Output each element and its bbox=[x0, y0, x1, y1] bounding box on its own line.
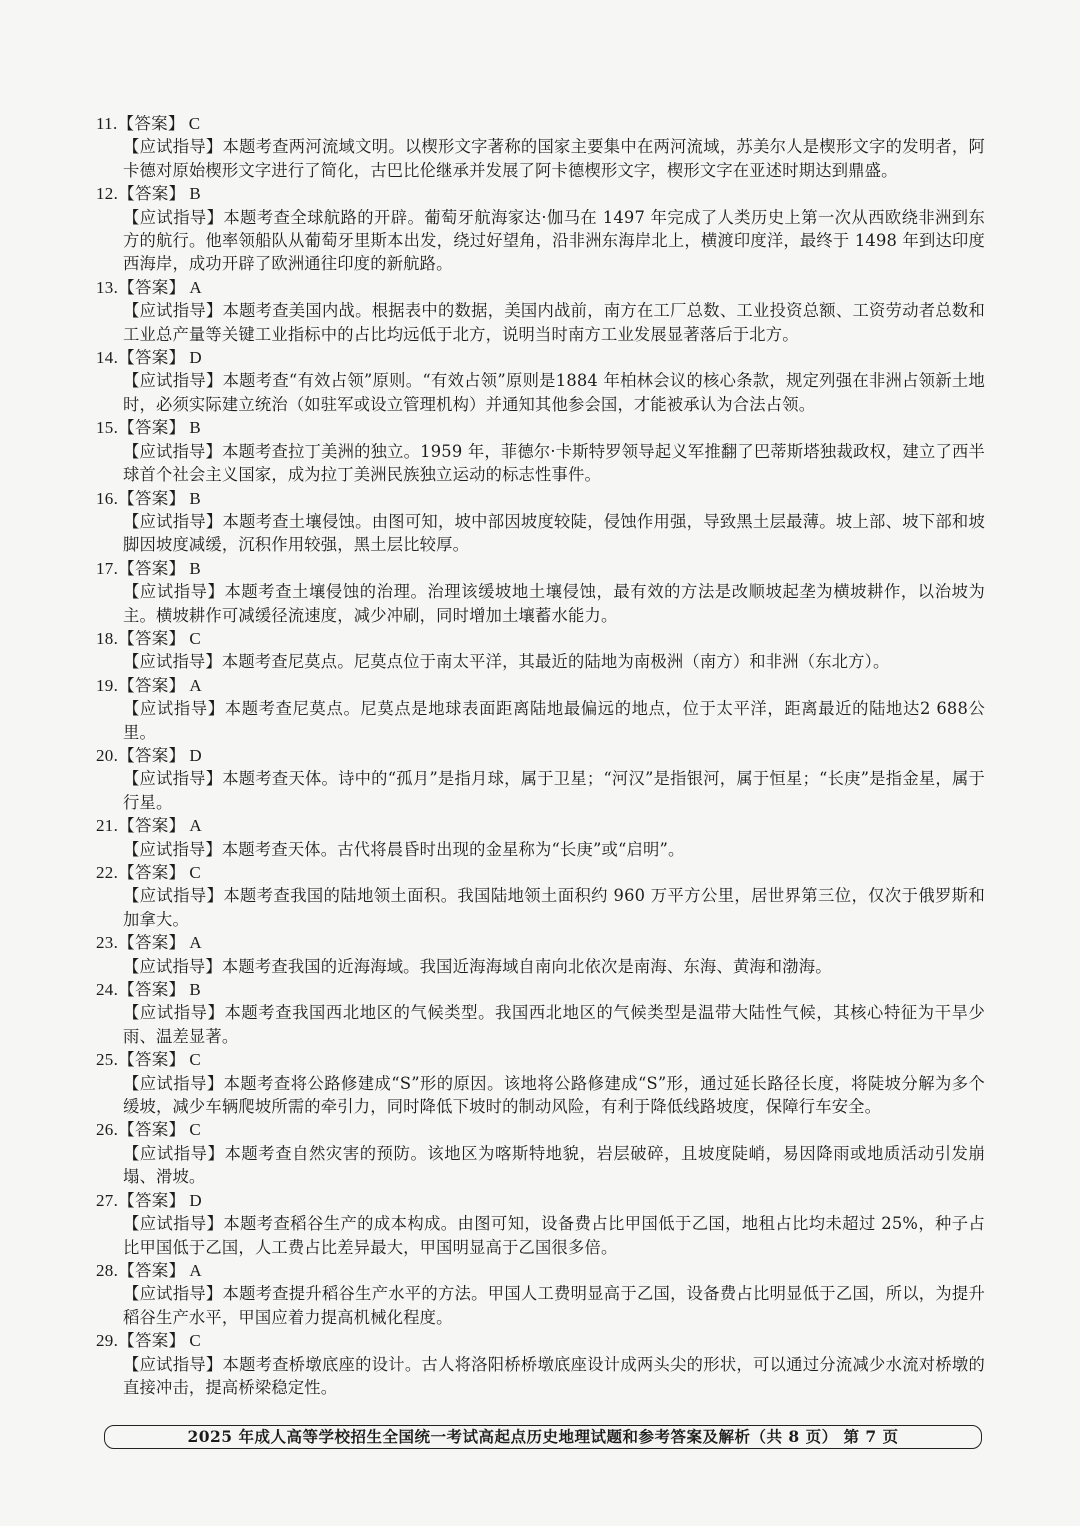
answer-tag: 【答案】 bbox=[118, 1331, 186, 1351]
answer-line bbox=[96, 1259, 985, 1282]
answer-line bbox=[96, 744, 985, 767]
answer-option: B bbox=[189, 980, 201, 1000]
guide-tag: 【应试指导】 bbox=[123, 1214, 224, 1234]
exam-guide bbox=[96, 135, 985, 182]
guide-tag: 【应试指导】 bbox=[123, 699, 225, 719]
question-number: 27. bbox=[96, 1190, 119, 1210]
answer-tag: 【答案】 bbox=[117, 114, 185, 133]
answer-option: B bbox=[189, 488, 201, 508]
page-footer: 2025 年成人高等学校招生全国统一考试高起点历史地理试题和参考答案及解析（共 8 页） 第 7 页 bbox=[104, 1425, 982, 1449]
guide-tag: 【应试指导】 bbox=[123, 137, 223, 157]
answer-line bbox=[96, 112, 985, 135]
exam-guide bbox=[96, 440, 985, 487]
guide-text: 本题考查土壤侵蚀的治理。治理该缓坡地土壤侵蚀，最有效的方法是改顺坡起垄为横坡耕作，以治坡为主。横坡耕作可减缓径流速度，减少冲刷，同时增加土壤蓄水能力。 bbox=[123, 582, 985, 625]
guide-tag: 【应试指导】 bbox=[123, 652, 222, 672]
answer-item bbox=[96, 487, 985, 557]
answer-tag: 【答案】 bbox=[118, 1190, 186, 1210]
answer-option: C bbox=[189, 1331, 201, 1351]
answer-tag: 【答案】 bbox=[118, 933, 186, 953]
question-number: 21. bbox=[96, 816, 119, 836]
answer-option: C bbox=[189, 628, 201, 648]
guide-text: 本题考查天体。诗中的“孤月”是指月球，属于卫星；“河汉”是指银河，属于恒星；“长庚”是指金星，属于行星。 bbox=[123, 769, 985, 812]
guide-text: 本题考查美国内战。根据表中的数据，美国内战前，南方在工厂总数、工业投资总额、工资劳动者总数和工业总产量等关键工业指标中的占比均远低于北方，说明当时南方工业发展显著落后于北方。 bbox=[123, 301, 985, 344]
answer-line bbox=[96, 674, 985, 697]
answer-line bbox=[96, 814, 985, 837]
answer-option: A bbox=[189, 277, 202, 297]
answer-tag: 【答案】 bbox=[118, 675, 186, 695]
question-number: 22. bbox=[96, 863, 119, 882]
question-number: 14. bbox=[96, 348, 119, 368]
question-number: 17. bbox=[96, 558, 119, 578]
answer-line bbox=[96, 276, 985, 299]
exam-guide bbox=[96, 206, 985, 276]
answer-option: A bbox=[189, 816, 202, 836]
exam-guide bbox=[96, 510, 985, 557]
guide-text: 本题考查我国的近海海域。我国近海海域自南向北依次是南海、东海、黄海和渤海。 bbox=[221, 956, 832, 976]
guide-text: 本题考查天体。古代将晨昏时出现的金星称为“长庚”或“启明”。 bbox=[221, 839, 685, 859]
answer-line bbox=[96, 416, 985, 439]
answer-line bbox=[96, 861, 985, 884]
answer-item bbox=[96, 861, 985, 931]
answer-option: C bbox=[189, 863, 201, 882]
answer-option: D bbox=[189, 348, 202, 368]
answer-option: A bbox=[189, 675, 202, 695]
exam-guide bbox=[96, 1142, 985, 1189]
answer-option: D bbox=[189, 1190, 202, 1210]
question-number: 24. bbox=[96, 980, 119, 1000]
guide-tag: 【应试指导】 bbox=[123, 839, 222, 859]
question-number: 15. bbox=[96, 418, 119, 438]
guide-tag: 【应试指导】 bbox=[123, 1073, 224, 1093]
answer-item bbox=[96, 1259, 985, 1329]
guide-text: 本题考查我国的陆地领土面积。我国陆地领土面积约 960 万平方公里，居世界第三位，仅次于俄罗斯和加拿大。 bbox=[123, 886, 985, 929]
guide-text: 本题考查尼莫点。尼莫点位于南太平洋，其最近的陆地为南极洲（南方）和非洲（东北方）。 bbox=[221, 652, 890, 672]
answer-option: B bbox=[189, 184, 201, 204]
guide-tag: 【应试指导】 bbox=[123, 441, 223, 461]
exam-guide bbox=[96, 580, 985, 627]
guide-tag: 【应试指导】 bbox=[123, 769, 223, 789]
answer-option: B bbox=[189, 418, 201, 438]
exam-guide bbox=[96, 884, 985, 931]
guide-tag: 【应试指导】 bbox=[123, 956, 222, 976]
answer-tag: 【答案】 bbox=[118, 558, 186, 578]
answer-line bbox=[96, 1118, 985, 1141]
answer-tag: 【答案】 bbox=[118, 1050, 186, 1070]
question-number: 18. bbox=[96, 628, 119, 648]
question-number: 20. bbox=[96, 745, 119, 765]
answer-line bbox=[96, 931, 985, 954]
answer-item bbox=[96, 276, 985, 346]
exam-guide bbox=[96, 650, 985, 673]
answer-line bbox=[96, 1048, 985, 1071]
answer-option: C bbox=[189, 1050, 201, 1070]
exam-guide bbox=[96, 838, 985, 861]
guide-tag: 【应试指导】 bbox=[123, 371, 223, 391]
answer-list bbox=[96, 112, 985, 1399]
answer-option: A bbox=[189, 933, 202, 953]
guide-text: 本题考查将公路修建成“S”形的原因。该地将公路修建成“S”形，通过延长路径长度，将陡坡分解为多个缓坡，减少车辆爬坡所需的牵引力，同时降低下坡时的制动风险，有利于降低线路坡度，保障行车安全。 bbox=[123, 1073, 985, 1117]
question-number: 16. bbox=[96, 488, 119, 508]
answer-option: C bbox=[189, 1120, 201, 1140]
exam-guide bbox=[96, 955, 985, 978]
guide-tag: 【应试指导】 bbox=[123, 1354, 223, 1374]
answer-line bbox=[96, 627, 985, 650]
question-number: 28. bbox=[96, 1260, 119, 1280]
answer-item bbox=[96, 674, 985, 744]
guide-tag: 【应试指导】 bbox=[123, 1284, 223, 1304]
answer-tag: 【答案】 bbox=[118, 348, 186, 368]
answer-item bbox=[96, 1329, 985, 1399]
answer-tag: 【答案】 bbox=[118, 418, 186, 438]
answer-item bbox=[96, 112, 985, 182]
answer-item bbox=[96, 346, 985, 416]
answer-line bbox=[96, 487, 985, 510]
exam-guide bbox=[96, 767, 985, 814]
exam-guide bbox=[96, 369, 985, 416]
guide-tag: 【应试指导】 bbox=[123, 301, 223, 321]
exam-guide bbox=[96, 697, 985, 744]
answer-item bbox=[96, 814, 985, 861]
answer-option: B bbox=[189, 558, 201, 578]
answer-item bbox=[96, 627, 985, 674]
answer-tag: 【答案】 bbox=[118, 184, 186, 204]
guide-tag: 【应试指导】 bbox=[123, 207, 224, 227]
exam-guide bbox=[96, 1072, 985, 1119]
exam-guide bbox=[96, 299, 985, 346]
answer-tag: 【答案】 bbox=[118, 488, 186, 508]
answer-line bbox=[96, 1329, 985, 1352]
exam-guide bbox=[96, 1353, 985, 1400]
answer-item bbox=[96, 978, 985, 1048]
guide-tag: 【应试指导】 bbox=[123, 1003, 225, 1023]
answer-option: C bbox=[188, 114, 201, 133]
question-number: 11. bbox=[96, 114, 118, 133]
guide-text: 本题考查尼莫点。尼莫点是地球表面距离陆地最偏远的地点，位于太平洋，距离最近的陆地达2 688公里。 bbox=[123, 699, 986, 742]
answer-tag: 【答案】 bbox=[118, 745, 186, 765]
guide-tag: 【应试指导】 bbox=[123, 511, 223, 531]
answer-line bbox=[96, 557, 985, 580]
question-number: 23. bbox=[96, 933, 119, 953]
exam-guide bbox=[96, 1001, 985, 1048]
question-number: 26. bbox=[96, 1120, 119, 1140]
guide-text: 本题考查拉丁美洲的独立。1959 年，菲德尔·卡斯特罗领导起义军推翻了巴蒂斯塔独裁政权，建立了西半球首个社会主义国家，成为拉丁美洲民族独立运动的标志性事件。 bbox=[123, 441, 985, 485]
answer-item bbox=[96, 744, 985, 814]
question-number: 19. bbox=[96, 675, 119, 695]
answer-item bbox=[96, 182, 985, 276]
answer-tag: 【答案】 bbox=[118, 1260, 186, 1280]
answer-line bbox=[96, 346, 985, 369]
guide-text: 本题考查桥墩底座的设计。古人将洛阳桥桥墩底座设计成两头尖的形状，可以通过分流减少水流对桥墩的直接冲击，提高桥梁稳定性。 bbox=[123, 1354, 985, 1397]
guide-text: 本题考查稻谷生产的成本构成。由图可知，设备费占比甲国低于乙国，地租占比均未超过 25%，种子占比甲国低于乙国，人工费占比差异最大，甲国明显高于乙国很多倍。 bbox=[123, 1214, 985, 1257]
guide-text: 本题考查我国西北地区的气候类型。我国西北地区的气候类型是温带大陆性气候，其核心特征为干旱少雨、温差显著。 bbox=[123, 1003, 985, 1046]
answer-item bbox=[96, 416, 985, 486]
guide-tag: 【应试指导】 bbox=[123, 582, 225, 602]
question-number: 13. bbox=[96, 277, 119, 297]
answer-tag: 【答案】 bbox=[118, 816, 186, 836]
answer-tag: 【答案】 bbox=[118, 980, 186, 1000]
guide-text: 本题考查两河流域文明。以楔形文字著称的国家主要集中在两河流域，苏美尔人是楔形文字的发明者，阿卡德对原始楔形文字进行了简化，古巴比伦继承并发展了阿卡德楔形文字，楔形文字在亚述时期达到鼎盛。 bbox=[123, 137, 985, 180]
answer-tag: 【答案】 bbox=[118, 277, 186, 297]
answer-option: D bbox=[189, 745, 202, 765]
answer-line bbox=[96, 182, 985, 205]
answer-item bbox=[96, 931, 985, 978]
exam-guide bbox=[96, 1282, 985, 1329]
question-number: 25. bbox=[96, 1050, 119, 1070]
answer-item bbox=[96, 1048, 985, 1118]
guide-tag: 【应试指导】 bbox=[123, 1143, 225, 1163]
answer-line bbox=[96, 978, 985, 1001]
exam-guide bbox=[96, 1212, 985, 1259]
question-number: 12. bbox=[96, 184, 119, 204]
answer-item bbox=[96, 1118, 985, 1188]
answer-tag: 【答案】 bbox=[118, 863, 186, 882]
guide-text: 本题考查全球航路的开辟。葡萄牙航海家达·伽马在 1497 年完成了人类历史上第一次从西欧绕非洲到东方的航行。他率领船队从葡萄牙里斯本出发，绕过好望角，沿非洲东海岸北上，横渡印度洋，最终于 1498 年到达印度西海岸，成功开辟了欧洲通往印度的新航路。 bbox=[123, 207, 986, 274]
guide-text: 本题考查自然灾害的预防。该地区为喀斯特地貌，岩层破碎，且坡度陡峭，易因降雨或地质活动引发崩塌、滑坡。 bbox=[123, 1143, 985, 1187]
answer-line bbox=[96, 1189, 985, 1212]
guide-text: 本题考查提升稻谷生产水平的方法。甲国人工费明显高于乙国，设备费占比明显低于乙国，所以，为提升稻谷生产水平，甲国应着力提高机械化程度。 bbox=[123, 1284, 985, 1327]
guide-text: 本题考查土壤侵蚀。由图可知，坡中部因坡度较陡，侵蚀作用强，导致黑土层最薄。坡上部、坡下部和坡脚因坡度减缓，沉积作用较强，黑土层比较厚。 bbox=[123, 511, 985, 555]
answer-tag: 【答案】 bbox=[118, 1120, 186, 1140]
question-number: 29. bbox=[96, 1331, 119, 1351]
answer-tag: 【答案】 bbox=[118, 628, 186, 648]
guide-tag: 【应试指导】 bbox=[123, 886, 224, 906]
guide-text: 本题考查“有效占领”原则。“有效占领”原则是1884 年柏林会议的核心条款，规定列强在非洲占领新土地时，必须实际建立统治（如驻军或设立管理机构）并通知其他参会国，才能被承认为合法占领。 bbox=[123, 371, 985, 414]
answer-item bbox=[96, 557, 985, 627]
answer-option: A bbox=[189, 1260, 202, 1280]
answer-item bbox=[96, 1189, 985, 1259]
